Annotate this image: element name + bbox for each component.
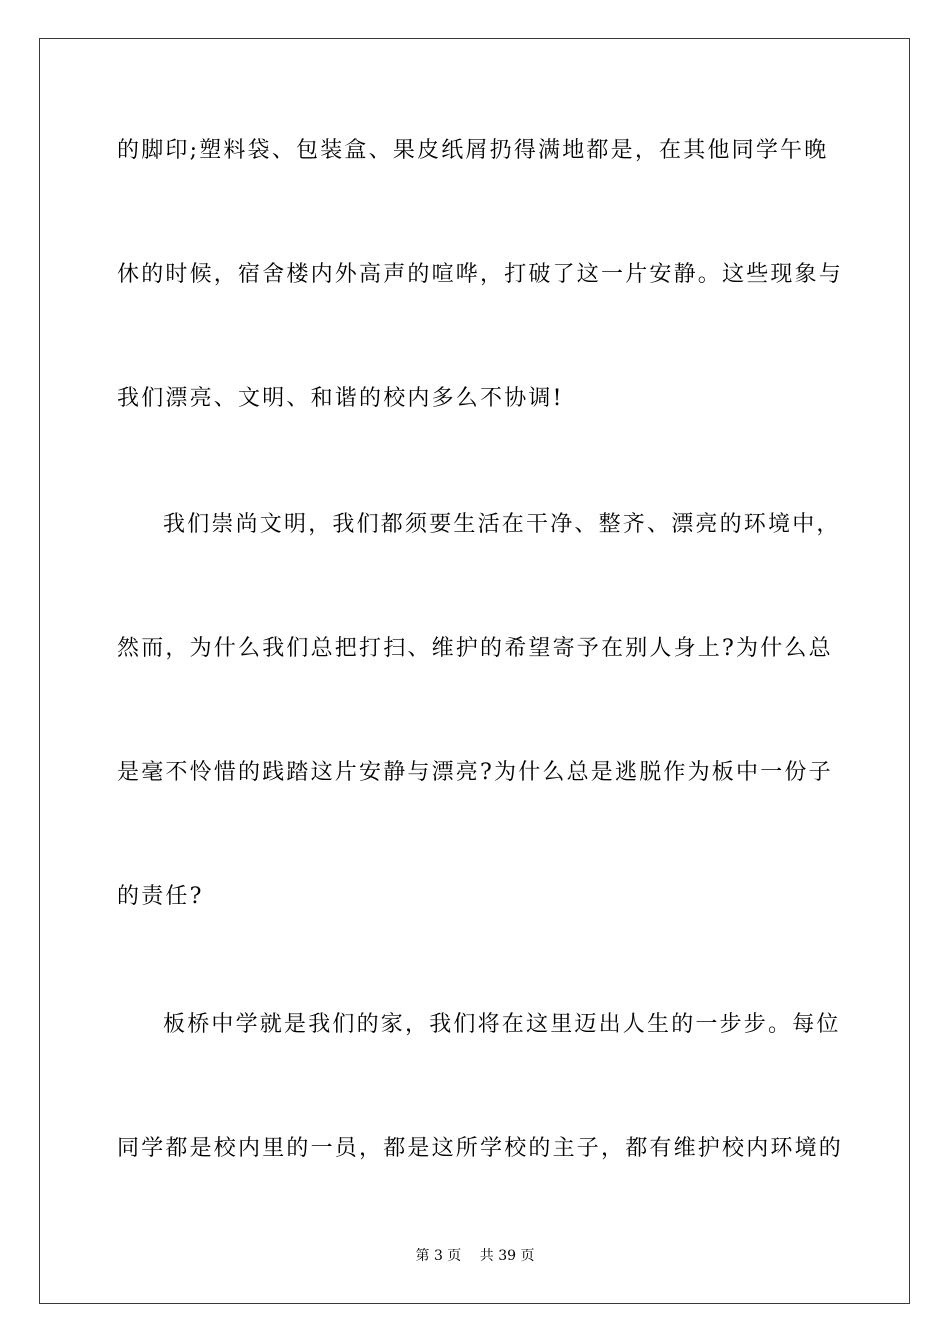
body-text-line-3: 我们漂亮、文明、和谐的校内多么不协调!	[117, 386, 564, 411]
body-text-line-7: 的责任?	[117, 884, 204, 909]
page-number-footer: 第 3 页 共 39 页	[415, 1248, 535, 1264]
body-text-line-5: 然而，为什么我们总把打扫、维护的希望寄予在别人身上?为什么总	[117, 636, 833, 661]
page-frame	[39, 38, 910, 1304]
body-text-line-8: 板桥中学就是我们的家，我们将在这里迈出人生的一步步。每位	[163, 1012, 841, 1037]
body-text-line-1: 的脚印;塑料袋、包装盒、果皮纸屑扔得满地都是，在其他同学午晚	[117, 138, 829, 163]
body-text-line-4: 我们崇尚文明，我们都须要生活在干净、整齐、漂亮的环境中，	[163, 512, 841, 537]
body-text-line-9: 同学都是校内里的一员，都是这所学校的主子，都有维护校内环境的	[117, 1136, 844, 1161]
body-text-line-2: 休的时候，宿舍楼内外高声的喧哗，打破了这一片安静。这些现象与	[117, 262, 844, 287]
body-text-line-6: 是毫不怜惜的践踏这片安静与漂亮?为什么总是逃脱作为板中一份子	[117, 760, 833, 785]
